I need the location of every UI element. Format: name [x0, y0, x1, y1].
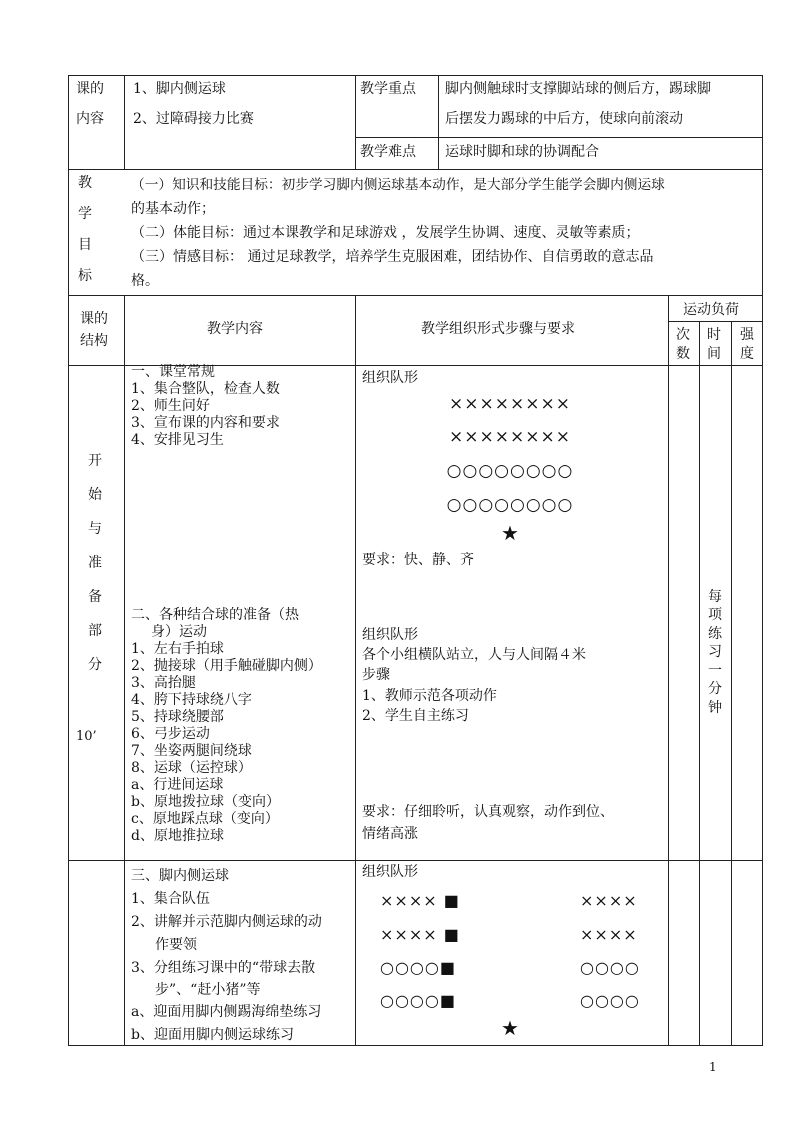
org2-steps-label: 步骤	[362, 667, 390, 683]
warmup-item-7: 7、坐姿两腿间绕球	[131, 743, 252, 759]
col-load-header: 运动负荷	[683, 302, 739, 318]
section1-label-char-2: 始	[88, 487, 102, 503]
dribble-item-3: 3、分组练习课中的“带球去散	[131, 960, 316, 976]
warmup-item-5: 5、持球绕腰部	[131, 709, 224, 725]
content-item-2: 2、过障碍接力比赛	[133, 111, 254, 127]
section1-label-char-4: 准	[88, 555, 102, 571]
col-structure-line1: 课的	[80, 311, 108, 327]
section1-label-char-7: 分	[88, 657, 102, 673]
warmup-item-1: 1、左右手拍球	[131, 641, 224, 657]
col-intensity-line1: 强	[740, 327, 754, 343]
warmup-item-c: c、原地踩点球（变向）	[131, 811, 279, 827]
time-note-char-7: 钟	[708, 700, 722, 716]
formation-title: 组织队形	[362, 370, 418, 386]
section1-duration: 10’	[76, 729, 97, 744]
col-time-line2: 间	[707, 346, 721, 362]
objective-line-1: （一）知识和技能目标：初步学习脚内侧运球基本动作，是大部分学生能学会脚内侧运球	[131, 177, 665, 193]
content-label-line2: 内容	[76, 111, 104, 127]
objectives-label-char-1: 教	[78, 175, 92, 191]
warmup-item-d: d、原地推拉球	[131, 828, 224, 844]
teacher-star-icon: ★	[501, 521, 519, 545]
time-note-char-2: 项	[708, 607, 722, 623]
warmup-item-6: 6、弓步运动	[131, 726, 210, 742]
warmup-item-a: a、行进间运球	[131, 777, 224, 793]
formation2-left-row-3: ○○○○■	[380, 958, 456, 977]
focus-text-line1: 脚内侧触球时支撑脚站球的侧后方，踢球脚	[445, 81, 711, 97]
section1-label-char-6: 部	[88, 623, 102, 639]
objectives-label-char-2: 学	[78, 206, 92, 222]
dribble-title: 三、脚内侧运球	[131, 868, 229, 884]
objectives-label-char-4: 标	[78, 268, 92, 284]
routine-item-2: 2、师生问好	[131, 398, 210, 414]
time-note-char-4: 习	[708, 644, 722, 660]
requirement2-line1: 要求：仔细聆听，认真观察，动作到位、	[362, 804, 614, 820]
page-number: 1	[709, 1060, 717, 1074]
col-intensity-line2: 度	[740, 346, 754, 362]
org2-step-1: 1、教师示范各项动作	[362, 688, 497, 704]
col-structure-line2: 结构	[80, 333, 108, 349]
warmup-title-cont: 身）运动	[151, 624, 207, 640]
formation-row-1: ××××××××	[449, 394, 571, 414]
formation2-left-row-2: ×××× ■	[380, 925, 460, 944]
routine-item-4: 4、安排见习生	[131, 432, 224, 448]
content-item-1: 1、脚内侧运球	[133, 81, 226, 97]
org2-detail: 各个小组横队站立，人与人间隔４米	[362, 647, 586, 663]
objective-line-4: （三）情感目标： 通过足球教学，培养学生克服困难，团结协作、自信勇敢的意志品	[131, 249, 654, 265]
warmup-item-b: b、原地拨拉球（变向）	[131, 794, 280, 810]
warmup-title: 二、各种结合球的准备（热	[131, 607, 299, 623]
dribble-item-2-cont: 作要领	[155, 937, 197, 953]
dribble-item-b: b、迎面用脚内侧运球练习	[131, 1027, 294, 1043]
formation2-title: 组织队形	[362, 864, 418, 880]
formation2-right-row-4: ○○○○	[580, 991, 640, 1010]
formation2-left-row-1: ×××× ■	[380, 891, 460, 910]
warmup-item-4: 4、胯下持球绕八字	[131, 692, 252, 708]
formation2-left-row-4: ○○○○■	[380, 991, 456, 1010]
warmup-item-2: 2、抛接球（用手触碰脚内侧）	[131, 658, 322, 674]
focus-text-line2: 后摆发力踢球的中后方，使球向前滚动	[445, 111, 683, 127]
difficulty-text: 运球时脚和球的协调配合	[445, 144, 599, 160]
col-count-line2: 数	[676, 346, 690, 362]
content-label-line1: 课的	[76, 81, 104, 97]
formation-row-2: ××××××××	[449, 427, 571, 447]
objective-line-5: 格。	[131, 273, 159, 289]
section1-label-char-1: 开	[88, 453, 102, 469]
dribble-item-1: 1、集合队伍	[131, 891, 210, 907]
org2-step-2: 2、学生自主练习	[362, 708, 469, 724]
time-note-char-1: 每	[708, 589, 722, 605]
requirement-text: 要求：快、静、齐	[362, 552, 474, 568]
time-note-char-3: 练	[708, 626, 722, 642]
routine-item-1: 1、集合整队，检查人数	[131, 381, 280, 397]
routine-title: 一、课堂常规	[131, 364, 215, 380]
objectives-label-char-3: 目	[78, 237, 92, 253]
objective-line-2: 的基本动作；	[131, 201, 215, 217]
dribble-item-3-cont: 步”、“赶小猪”等	[155, 982, 261, 998]
dribble-item-a: a、迎面用脚内侧踢海绵垫练习	[131, 1004, 322, 1020]
warmup-item-3: 3、高抬腿	[131, 675, 196, 691]
col-time-line1: 时	[707, 327, 721, 343]
time-note-char-5: 一	[708, 663, 722, 679]
section1-label-char-3: 与	[88, 521, 102, 537]
requirement2-line2: 情绪高涨	[362, 826, 418, 842]
objective-line-3: （二）体能目标：通过本课教学和足球游戏 ，发展学生协调、速度、灵敏等素质；	[131, 225, 640, 241]
formation2-right-row-2: ××××	[580, 925, 638, 944]
formation-row-4: ○○○○○○○○	[446, 495, 574, 515]
focus-label: 教学重点	[360, 81, 416, 97]
col-count-line1: 次	[676, 327, 690, 343]
org2-title: 组织队形	[362, 627, 418, 643]
routine-item-3: 3、宣布课的内容和要求	[131, 415, 280, 431]
warmup-item-8: 8、运球（运控球）	[131, 760, 252, 776]
time-note-char-6: 分	[708, 681, 722, 697]
section1-label-char-5: 备	[88, 589, 102, 605]
dribble-item-2: 2、讲解并示范脚内侧运球的动	[131, 914, 322, 930]
formation-row-3: ○○○○○○○○	[446, 461, 574, 481]
formation2-right-row-1: ××××	[580, 891, 638, 910]
teacher-star-icon-2: ★	[501, 1016, 519, 1040]
col-content-header: 教学内容	[207, 321, 263, 337]
difficulty-label: 教学难点	[360, 144, 416, 160]
formation2-right-row-3: ○○○○	[580, 958, 640, 977]
col-organization-header: 教学组织形式步骤与要求	[421, 321, 575, 337]
